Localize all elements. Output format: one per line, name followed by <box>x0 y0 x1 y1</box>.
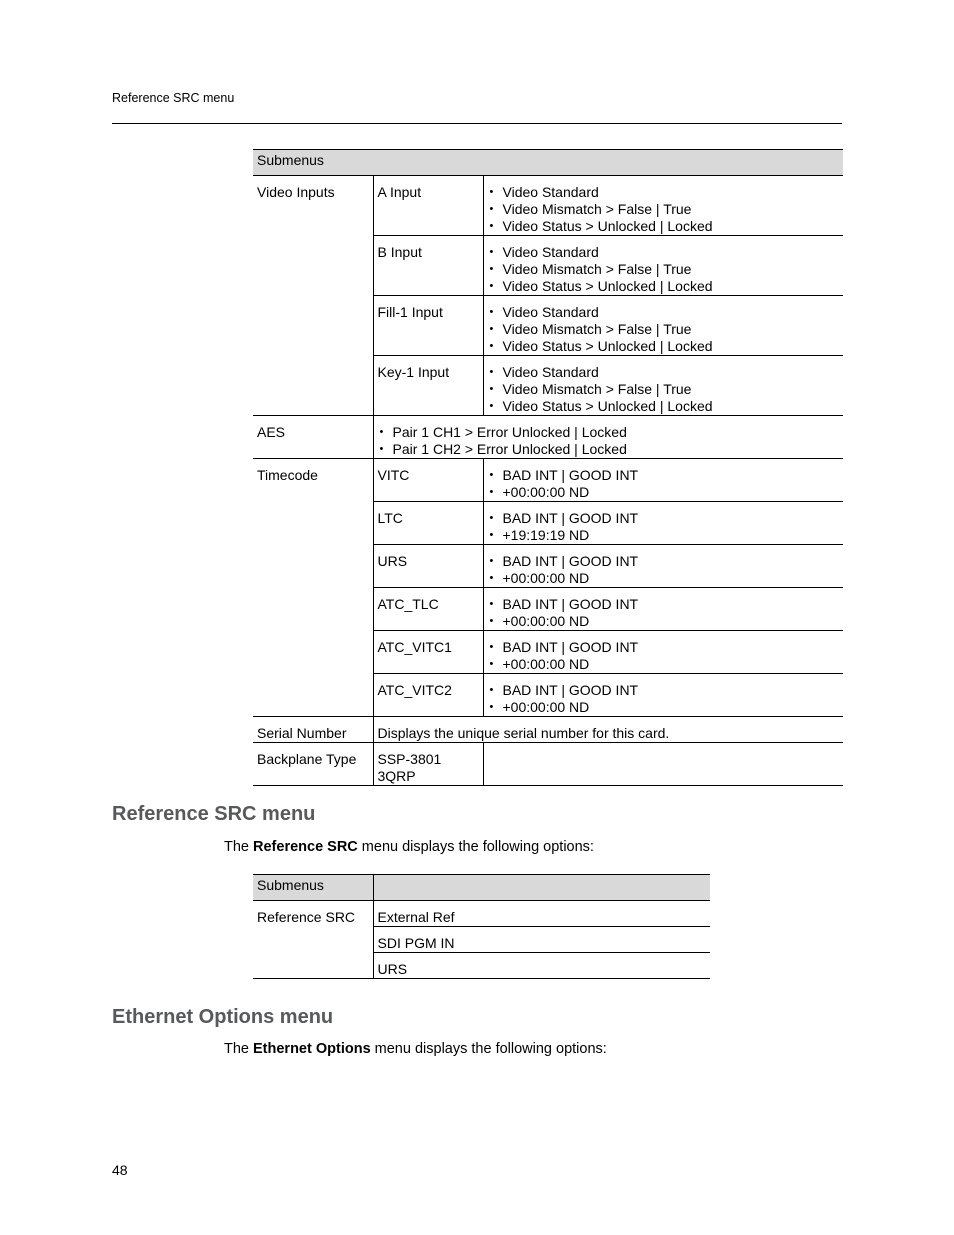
row-options <box>483 356 843 416</box>
aes-label: AES <box>253 416 373 459</box>
list-item: • Video Status > Unlocked | Locked <box>488 218 840 235</box>
serial-number-label: Serial Number <box>253 717 373 743</box>
list-item: • +00:00:00 ND <box>488 699 840 716</box>
row-name: Key-1 Input <box>373 356 483 416</box>
list-item: • Video Standard <box>488 184 840 201</box>
list-item: • BAD INT | GOOD INT <box>488 639 840 656</box>
option-sdi-pgm-in: SDI PGM IN <box>373 927 710 953</box>
table-row <box>253 717 843 743</box>
intro-bold: Reference SRC <box>253 839 358 855</box>
list-item: • +00:00:00 ND <box>488 656 840 673</box>
list-item: • +00:00:00 ND <box>488 570 840 587</box>
row-name: ATC_VITC1 <box>373 631 483 674</box>
list-item: • Video Mismatch > False | True <box>488 381 840 398</box>
list-item: • Pair 1 CH1 > Error Unlocked | Locked <box>378 424 840 441</box>
intro-bold: Ethernet Options <box>253 1041 371 1057</box>
backplane-type-label: Backplane Type <box>253 743 373 786</box>
list-item: • BAD INT | GOOD INT <box>488 510 840 527</box>
list-item: • Video Mismatch > False | True <box>488 201 840 218</box>
list-item: • Video Standard <box>488 304 840 321</box>
row-options <box>483 459 843 502</box>
row-name: LTC <box>373 502 483 545</box>
list-item: • BAD INT | GOOD INT <box>488 596 840 613</box>
row-options <box>483 588 843 631</box>
running-head: Reference SRC menu <box>112 91 235 105</box>
timecode-label: Timecode <box>253 459 373 717</box>
row-options <box>483 502 843 545</box>
list-item: • +00:00:00 ND <box>488 484 840 501</box>
backplane-type-value: SSP-3801 3QRP <box>373 743 483 786</box>
intro-text: menu displays the following options: <box>357 839 594 855</box>
intro-text: The <box>224 1041 254 1057</box>
option-external-ref: External Ref <box>373 901 710 927</box>
list-item: • +19:19:19 ND <box>488 527 840 544</box>
reference-src-table <box>253 874 710 979</box>
header-submenus: Submenus <box>253 875 373 901</box>
list-item: • BAD INT | GOOD INT <box>488 467 840 484</box>
intro-text: menu displays the following options: <box>370 1041 607 1057</box>
list-item: • Video Standard <box>488 244 840 261</box>
row-options <box>483 631 843 674</box>
list-item: • Pair 1 CH2 > Error Unlocked | Locked <box>378 441 840 458</box>
table-row <box>253 901 710 927</box>
intro-text: The <box>224 839 254 855</box>
list-item: • Video Mismatch > False | True <box>488 261 840 278</box>
row-name: ATC_VITC2 <box>373 674 483 717</box>
row-name: A Input <box>373 176 483 236</box>
row-options <box>483 176 843 236</box>
table-header-row <box>253 150 843 176</box>
reference-src-label: Reference SRC <box>253 901 373 979</box>
section-heading-reference-src: Reference SRC menu <box>112 803 316 825</box>
list-item: • Video Status > Unlocked | Locked <box>488 278 840 295</box>
reference-src-intro <box>224 839 594 855</box>
serial-number-value: Displays the unique serial number for this card. <box>373 717 843 743</box>
list-item: • BAD INT | GOOD INT <box>488 682 840 699</box>
row-name: ATC_TLC <box>373 588 483 631</box>
option-urs: URS <box>373 953 710 979</box>
row-name: Fill-1 Input <box>373 296 483 356</box>
list-item: • BAD INT | GOOD INT <box>488 553 840 570</box>
row-name: URS <box>373 545 483 588</box>
header-rule <box>112 123 842 124</box>
list-item: • Video Standard <box>488 364 840 381</box>
section-heading-ethernet-options: Ethernet Options menu <box>112 1006 334 1028</box>
header-submenus: Submenus <box>253 150 843 176</box>
row-options <box>483 674 843 717</box>
row-name: VITC <box>373 459 483 502</box>
row-options <box>483 296 843 356</box>
list-item: • Video Status > Unlocked | Locked <box>488 398 840 415</box>
list-item: • +00:00:00 ND <box>488 613 840 630</box>
backplane-empty-cell <box>483 743 843 786</box>
table-row <box>253 416 843 459</box>
table-header-row <box>253 875 710 901</box>
submenus-table <box>253 149 843 786</box>
row-options <box>483 236 843 296</box>
list-item: • Video Mismatch > False | True <box>488 321 840 338</box>
row-options <box>483 545 843 588</box>
page-number: 48 <box>112 1162 128 1178</box>
row-name: B Input <box>373 236 483 296</box>
list-item: • Video Status > Unlocked | Locked <box>488 338 840 355</box>
table-row <box>253 743 843 786</box>
header-empty-cell <box>373 875 710 901</box>
video-inputs-label: Video Inputs <box>253 176 373 416</box>
table-row <box>253 176 843 236</box>
table-row <box>253 459 843 502</box>
ethernet-options-intro <box>224 1041 607 1057</box>
aes-options <box>373 416 843 459</box>
